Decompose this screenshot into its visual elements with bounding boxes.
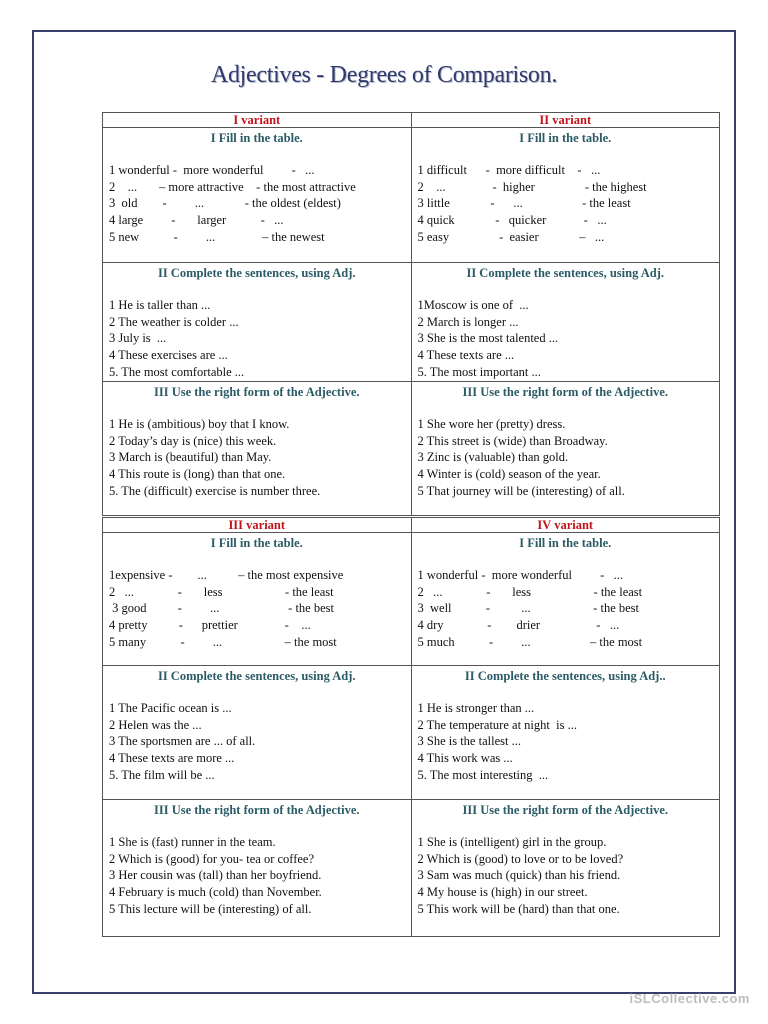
exercise-heading: I Fill in the table. (519, 536, 612, 550)
worksheet-table-2 (102, 517, 720, 937)
exercise-line: 3 good - ... - the best (109, 601, 334, 616)
exercise-cell (411, 263, 720, 382)
exercise-cell (411, 666, 720, 800)
exercise-line: 1expensive - ... – the most expensive (109, 567, 344, 582)
exercise-line: 4 These texts are more ... (109, 751, 235, 766)
exercise-line: 4 This route is (long) than that one. (109, 467, 286, 482)
exercise-line: 2 March is longer ... (417, 314, 519, 329)
exercise-heading: III Use the right form of the Adjective. (462, 385, 668, 399)
exercise-line: 2 Helen was the ... (109, 717, 202, 732)
exercise-line: 5. The most interesting ... (417, 767, 549, 782)
exercise-line: 5 easy - easier – ... (417, 229, 605, 244)
exercise-line: 4 This work was ... (417, 751, 513, 766)
exercise-line: 1 He is (ambitious) boy that I know. (109, 416, 290, 431)
worksheet-table-1 (102, 112, 720, 516)
exercise-line: 3 Zinc is (valuable) than gold. (417, 450, 569, 465)
exercise-line: 5 many - ... – the most (109, 634, 337, 649)
exercise-line: 4 pretty - prettier - ... (109, 618, 311, 633)
exercise-heading: III Use the right form of the Adjective. (153, 803, 360, 817)
exercise-heading: II Complete the sentences, using Adj. (157, 669, 356, 683)
exercise-line: 1Moscow is one of ... (417, 297, 529, 312)
exercise-heading: I Fill in the table. (519, 131, 612, 145)
exercise-line: 4 large - larger - ... (109, 213, 284, 228)
exercise-line: 3 well - ... - the best (417, 601, 640, 616)
exercise-line: 2 This street is (wide) than Broadway. (417, 433, 608, 448)
exercise-line: 5 much - ... – the most (417, 634, 643, 649)
exercise-line: 2 ... - less - the least (109, 584, 334, 599)
exercise-line: 4 February is much (cold) than November. (109, 885, 322, 900)
exercise-line: 3 little - ... - the least (417, 196, 631, 211)
exercise-line: 4 These exercises are ... (109, 348, 228, 363)
exercise-line: 1 The Pacific ocean is ... (109, 700, 232, 715)
exercise-heading: II Complete the sentences, using Adj. (157, 266, 356, 280)
exercise-cell (411, 800, 720, 937)
exercise-line: 1 He is taller than ... (109, 297, 211, 312)
exercise-heading: III Use the right form of the Adjective. (462, 803, 668, 817)
exercise-cell (103, 128, 412, 263)
exercise-line: 3 July is ... (109, 331, 167, 346)
exercise-line: 4 My house is (high) in our street. (417, 885, 588, 900)
exercise-cell (411, 128, 720, 263)
exercise-line: 1 difficult - more difficult - ... (417, 162, 601, 177)
exercise-line: 1 She wore her (pretty) dress. (417, 416, 566, 431)
variant-header: II variant (411, 113, 720, 128)
exercise-heading: III Use the right form of the Adjective. (153, 385, 360, 399)
exercise-line: 2 Today’s day is (nice) this week. (109, 433, 277, 448)
page-title: Adjectives - Degrees of Comparison. (210, 62, 558, 88)
exercise-line: 2 Which is (good) to love or to be loved? (417, 851, 624, 866)
exercise-line: 2 The weather is colder ... (109, 314, 239, 329)
exercise-line: 2 ... – more attractive - the most attractive (109, 179, 356, 194)
exercise-line: 1 wonderful - more wonderful - ... (417, 567, 624, 582)
exercise-line: 3 She is the most talented ... (417, 331, 559, 346)
exercise-cell (103, 382, 412, 516)
variant-header: III variant (103, 518, 412, 533)
exercise-line: 4 dry - drier - ... (417, 618, 620, 633)
exercise-cell (103, 800, 412, 937)
variant-header: I variant (103, 113, 412, 128)
exercise-cell (411, 533, 720, 666)
exercise-line: 4 These texts are ... (417, 348, 515, 363)
exercise-line: 5. The most comfortable ... (109, 364, 245, 379)
exercise-line: 1 He is stronger than ... (417, 700, 535, 715)
exercise-line: 5. The most important ... (417, 364, 541, 379)
exercise-line: 3 The sportsmen are ... of all. (109, 734, 256, 749)
exercise-line: 2 The temperature at night is ... (417, 717, 577, 732)
exercise-heading: II Complete the sentences, using Adj. (466, 266, 665, 280)
exercise-line: 1 She is (fast) runner in the team. (109, 834, 276, 849)
exercise-line: 5 That journey will be (interesting) of all. (417, 483, 625, 498)
exercise-cell (103, 263, 412, 382)
exercise-line: 5 This work will be (hard) than that one. (417, 901, 620, 916)
exercise-heading: I Fill in the table. (210, 536, 303, 550)
exercise-line: 2 ... - higher - the highest (417, 179, 647, 194)
exercise-line: 4 Winter is (cold) season of the year. (417, 467, 601, 482)
exercise-line: 4 quick - quicker - ... (417, 213, 607, 228)
exercise-line: 1 wonderful - more wonderful - ... (109, 162, 315, 177)
exercise-line: 2 ... - less - the least (417, 584, 643, 599)
variant-header: IV variant (411, 518, 720, 533)
watermark: iSLCollective.com (629, 991, 750, 1006)
exercise-cell (103, 533, 412, 666)
exercise-line: 5. The (difficult) exercise is number three. (109, 483, 321, 498)
exercise-line: 2 Which is (good) for you- tea or coffee? (109, 851, 315, 866)
exercise-cell (103, 666, 412, 800)
exercise-heading: II Complete the sentences, using Adj.. (464, 669, 666, 683)
exercise-line: 5 This lecture will be (interesting) of all. (109, 901, 312, 916)
exercise-line: 5 new - ... – the newest (109, 229, 325, 244)
exercise-line: 1 She is (intelligent) girl in the group. (417, 834, 607, 849)
exercise-line: 3 March is (beautiful) than May. (109, 450, 272, 465)
exercise-line: 5. The film will be ... (109, 767, 215, 782)
exercise-heading: I Fill in the table. (210, 131, 303, 145)
exercise-line: 3 old - ... - the oldest (eldest) (109, 196, 341, 211)
exercise-line: 3 She is the tallest ... (417, 734, 521, 749)
exercise-line: 3 Sam was much (quick) than his friend. (417, 868, 621, 883)
exercise-line: 3 Her cousin was (tall) than her boyfriend. (109, 868, 322, 883)
exercise-cell (411, 382, 720, 516)
